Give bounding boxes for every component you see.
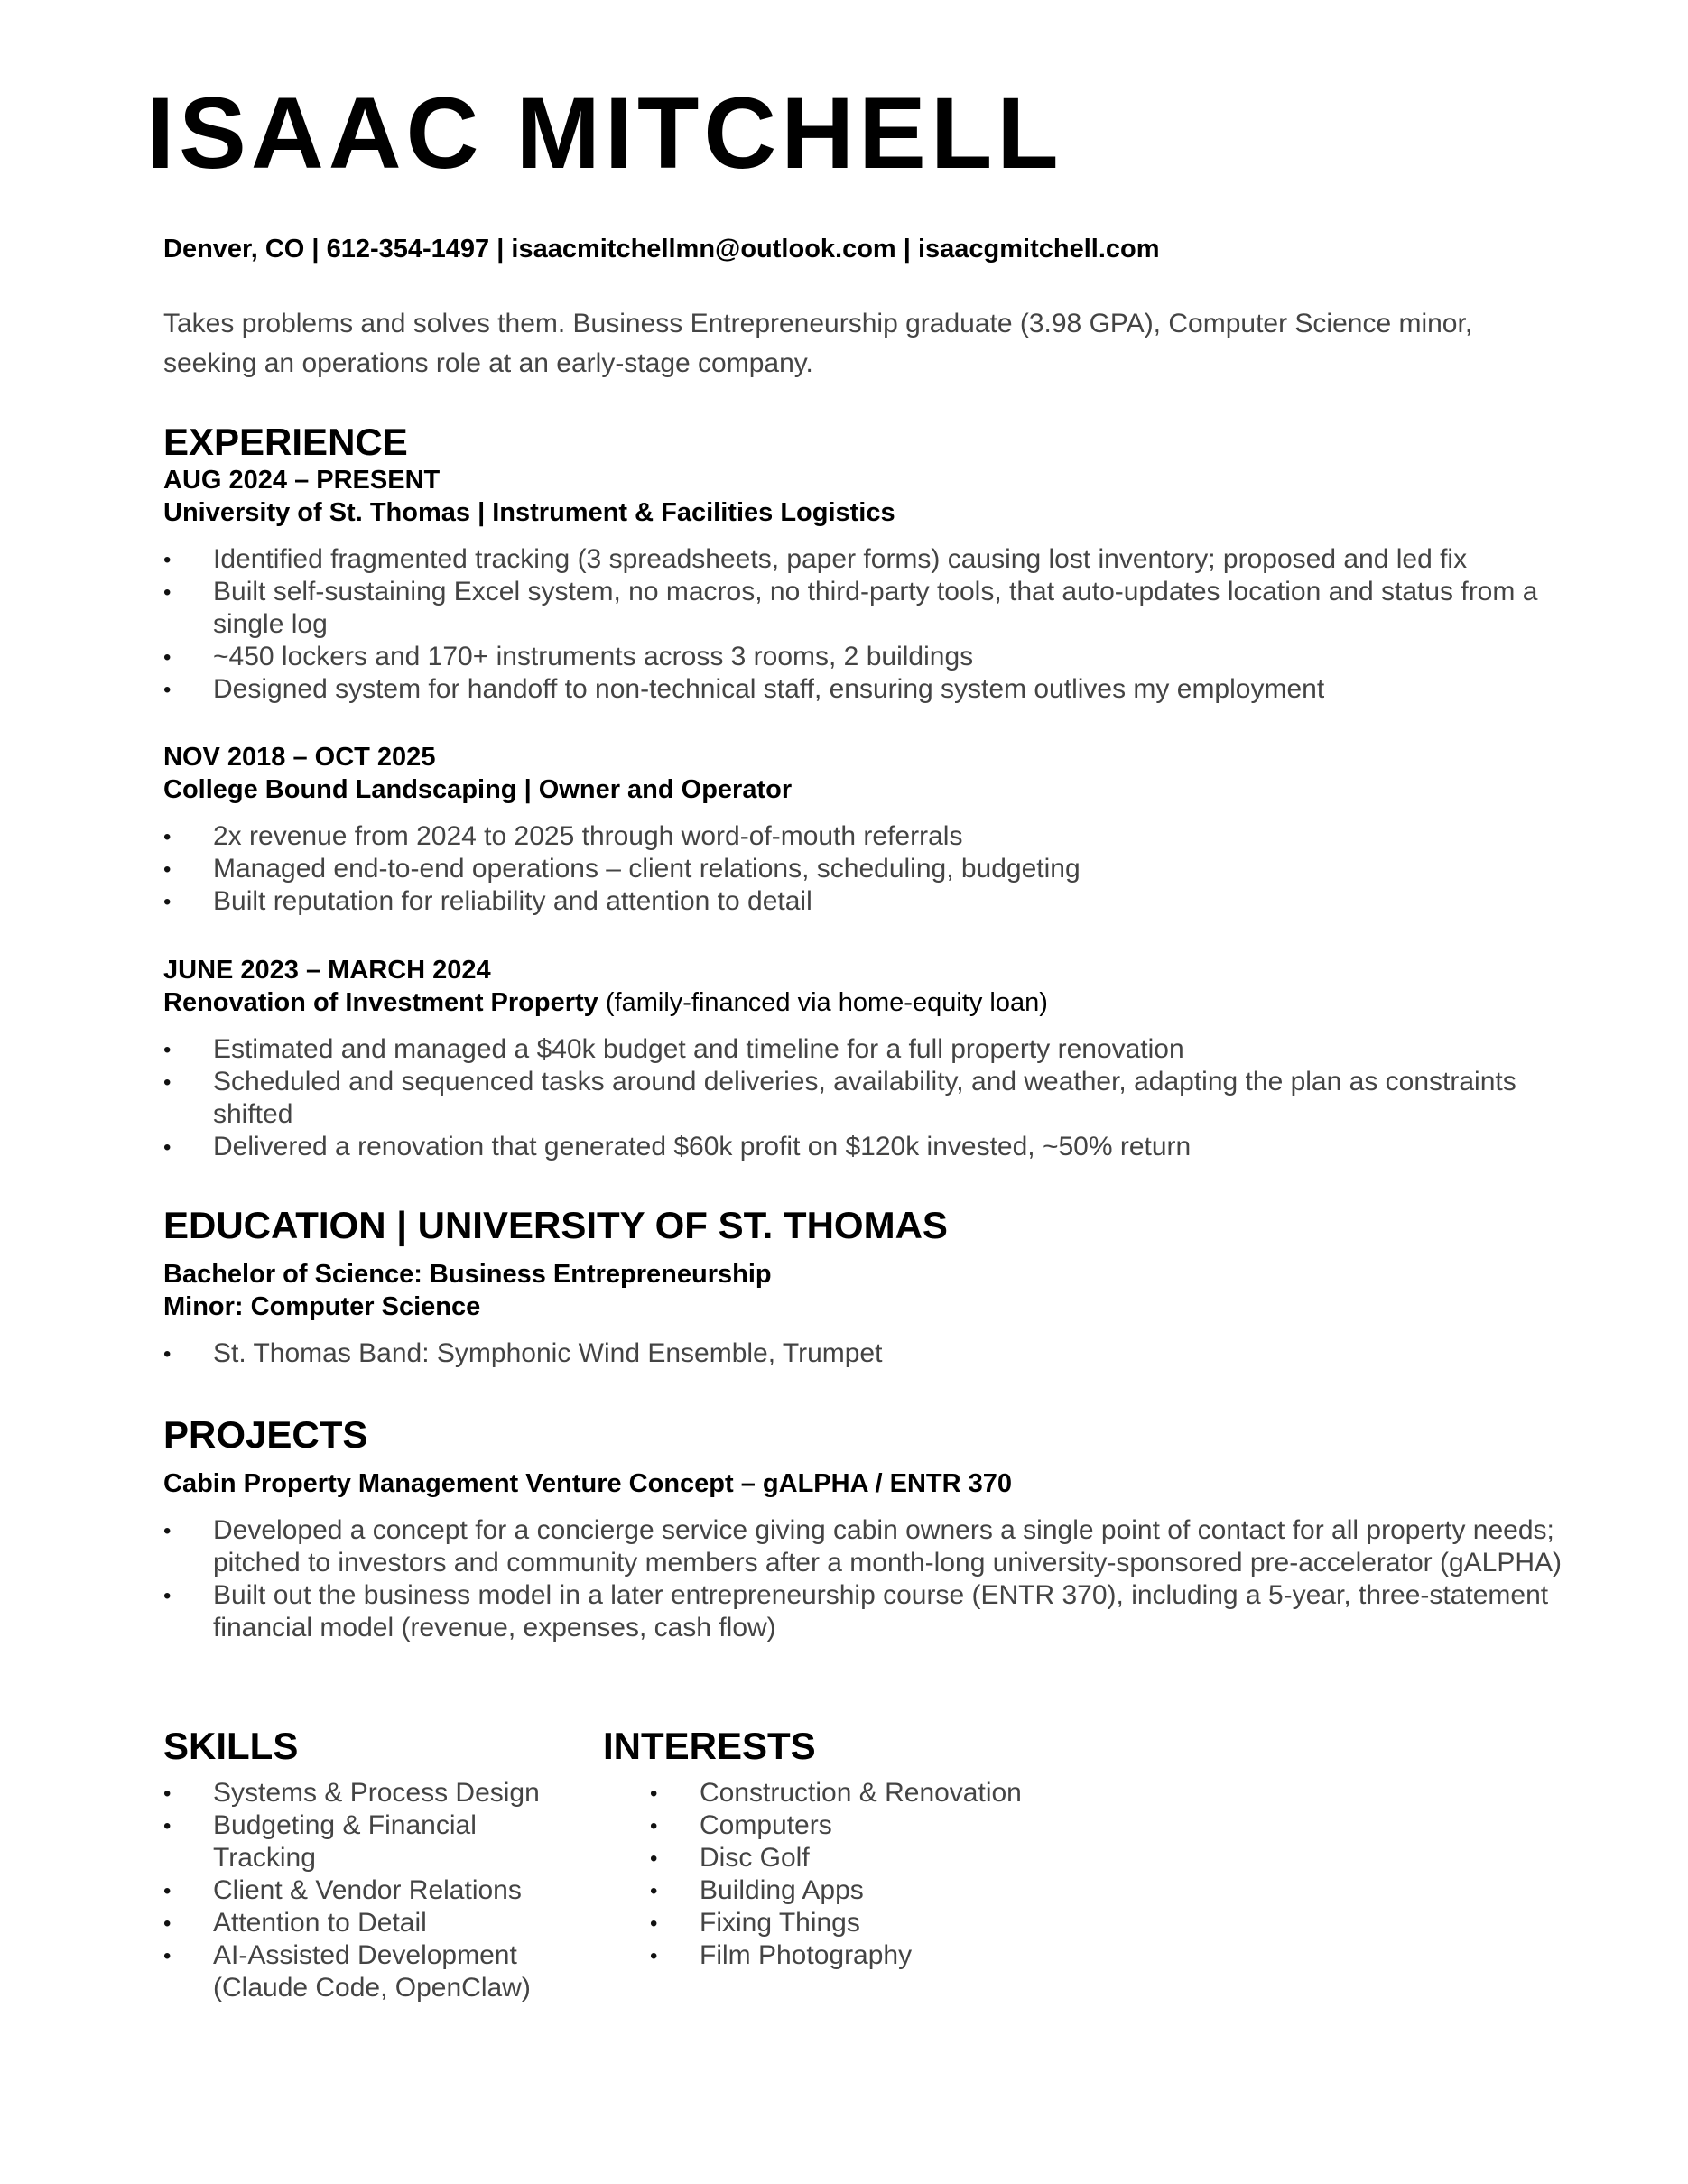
list-item: • Budgeting & Financial Tracking [163, 1809, 561, 1874]
job-dates: AUG 2024 – PRESENT [163, 466, 441, 495]
job-entry [163, 464, 1572, 706]
experience-section [163, 421, 1572, 464]
list-item: • Estimated and managed a $40k budget and timeline for a full property renovation [163, 1033, 1572, 1066]
job-dates: JUNE 2023 – MARCH 2024 [163, 956, 491, 985]
list-item: • Developed a concept for a concierge service giving cabin owners a single point of contact for all property needs; pitched to investors and community members after a month-long university-sponsored pre-accelerator (gALPHA) [163, 1514, 1572, 1579]
interests-list [650, 1777, 1054, 1972]
skills-list [163, 1777, 561, 2004]
list-item: • AI-Assisted Development (Claude Code, OpenClaw) [163, 1939, 561, 2004]
section-title-education: EDUCATION | UNIVERSITY OF ST. THOMAS [163, 1204, 948, 1246]
project-bullets [163, 1514, 1572, 1644]
list-item: • Building Apps [650, 1874, 1054, 1907]
job-bullets [163, 543, 1572, 706]
job-title [163, 986, 1572, 1019]
summary: Takes problems and solves them. Business Entrepreneurship graduate (3.98 GPA), Computer Science minor, seeking an operations role at an early-stage company. [163, 309, 1473, 378]
list-item: • Fixing Things [650, 1907, 1054, 1939]
list-item: • Systems & Process Design [163, 1777, 561, 1809]
interests-section [603, 1725, 1054, 1972]
list-item: • Film Photography [650, 1939, 1054, 1972]
section-title-interests: INTERESTS [603, 1725, 816, 1767]
job-title-text: Renovation of Investment Property [163, 988, 598, 1017]
job-title-note: (family-financed via home-equity loan) [598, 988, 1048, 1017]
job-bullets [163, 820, 1572, 918]
list-item: • Built out the business model in a later entrepreneurship course (ENTR 370), including a 5-year, three-statement financial model (revenue, expenses, cash flow) [163, 1579, 1572, 1644]
minor: Minor: Computer Science [163, 1292, 481, 1321]
list-item: • Client & Vendor Relations [163, 1874, 561, 1907]
job-entry [163, 954, 1572, 1163]
list-item: • 2x revenue from 2024 to 2025 through word-of-mouth referrals [163, 820, 1572, 853]
contact-line: Denver, CO | 612-354-1497 | isaacmitchellmn@outlook.com | isaacgmitchell.com [163, 235, 1160, 264]
job-bullets [163, 1033, 1572, 1163]
list-item: • Built self-sustaining Excel system, no macros, no third-party tools, that auto-updates location and status from a single log [163, 576, 1572, 641]
list-item: • Computers [650, 1809, 1054, 1842]
skills-section [163, 1725, 561, 2004]
list-item: • Scheduled and sequenced tasks around deliveries, availability, and weather, adapting the plan as constraints shifted [163, 1066, 1572, 1131]
project-title: Cabin Property Management Venture Concept – gALPHA / ENTR 370 [163, 1469, 1012, 1498]
job-dates: NOV 2018 – OCT 2025 [163, 743, 436, 772]
list-item: • Managed end-to-end operations – client relations, scheduling, budgeting [163, 853, 1572, 885]
section-title-experience: EXPERIENCE [163, 421, 408, 463]
section-title-skills: SKILLS [163, 1725, 299, 1767]
projects-section [163, 1413, 1572, 1644]
degree: Bachelor of Science: Business Entrepreneurship [163, 1260, 772, 1289]
candidate-name: ISAAC MITCHELL [146, 77, 1063, 190]
list-item: • ~450 lockers and 170+ instruments across 3 rooms, 2 buildings [163, 641, 1572, 673]
list-item: • Designed system for handoff to non-technical staff, ensuring system outlives my employment [163, 673, 1572, 706]
list-item: • Built reputation for reliability and attention to detail [163, 885, 1572, 918]
job-entry [163, 741, 1572, 918]
list-item: • Disc Golf [650, 1842, 1054, 1874]
list-item: • Attention to Detail [163, 1907, 561, 1939]
education-section [163, 1204, 1572, 1370]
section-title-projects: PROJECTS [163, 1413, 368, 1456]
list-item: • Construction & Renovation [650, 1777, 1054, 1809]
job-title: University of St. Thomas | Instrument & Facilities Logistics [163, 498, 895, 527]
job-title: College Bound Landscaping | Owner and Operator [163, 775, 793, 804]
list-item: • Delivered a renovation that generated $60k profit on $120k invested, ~50% return [163, 1131, 1572, 1163]
list-item: • St. Thomas Band: Symphonic Wind Ensemble, Trumpet [163, 1337, 1572, 1370]
list-item: • Identified fragmented tracking (3 spreadsheets, paper forms) causing lost inventory; proposed and led fix [163, 543, 1572, 576]
education-bullets [163, 1337, 1572, 1370]
